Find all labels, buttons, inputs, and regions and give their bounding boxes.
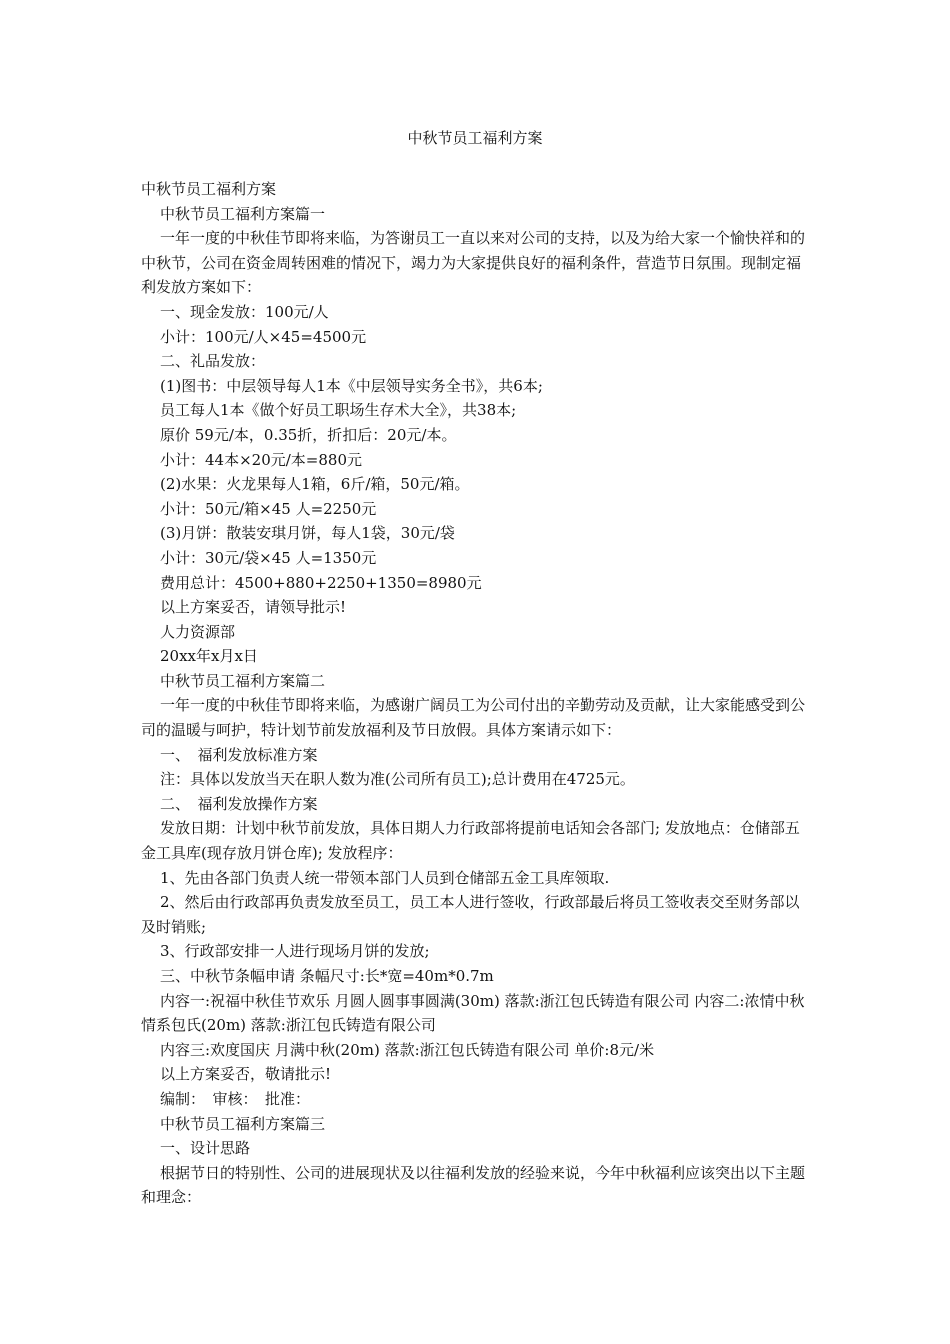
document-body [141, 177, 809, 1210]
paragraph: 人力资源部 [160, 622, 236, 641]
paragraph: 一、 福利发放标准方案 [160, 745, 318, 764]
page-title: 中秋节员工福利方案 [407, 129, 543, 147]
paragraph: (3)月饼：散装安琪月饼，每人1袋，30元/袋 [160, 524, 455, 543]
paragraph: 1、先由各部门负责人统一带领本部门人员到仓储部五金工具库领取. [160, 868, 610, 887]
paragraph: 内容三:欢度国庆 月满中秋(20m) 落款:浙江包氏铸造有限公司 单价:8元/米 [160, 1040, 655, 1059]
paragraph: 注：具体以发放当天在职人数为准(公司所有员工);总计费用在4725元。 [160, 770, 635, 789]
paragraph: (2)水果：火龙果每人1箱，6斤/箱，50元/箱。 [160, 475, 470, 494]
paragraph: 中秋节员工福利方案篇三 [160, 1114, 326, 1133]
paragraph: 小计：50元/箱×45 人=2250元 [160, 499, 377, 518]
paragraph: 一、现金发放：100元/人 [160, 302, 329, 321]
paragraph: 小计：100元/人×45=4500元 [160, 327, 367, 346]
paragraph: 以上方案妥否，请领导批示! [160, 598, 347, 617]
paragraph: 小计：30元/袋×45 人=1350元 [160, 548, 377, 567]
paragraph: 三、中秋节条幅申请 条幅尺寸:长*宽=40m*0.7m [160, 967, 494, 985]
paragraph: 编制： 审核： 批准： [160, 1089, 311, 1108]
paragraph: 中秋节员工福利方案篇一 [160, 204, 326, 223]
paragraph: 3、行政部安排一人进行现场月饼的发放; [160, 942, 430, 961]
paragraph: 中秋节员工福利方案篇二 [160, 671, 326, 690]
paragraph: 中秋节员工福利方案 [141, 180, 277, 198]
paragraph: 根据节日的特别性、公司的进展现状及以往福利发放的经验来说，今年中秋福利应该突出以下主题和理念： [141, 1163, 806, 1207]
paragraph: 二、礼品发放： [160, 352, 266, 371]
paragraph: 一、设计思路 [160, 1139, 251, 1158]
paragraph: 原价 59元/本，0.35折，折扣后：20元/本。 [160, 425, 457, 444]
paragraph: 发放日期：计划中秋节前发放，具体日期人力行政部将提前电话知会各部门; 发放地点：仓储部五金工具库(现存放月饼仓库); 发放程序： [141, 819, 800, 863]
paragraph: 一年一度的中秋佳节即将来临，为感谢广阔员工为公司付出的辛勤劳动及贡献，让大家能感受到公司的温暖与呵护，特计划节前发放福利及节日放假。具体方案请示如下： [141, 696, 806, 740]
paragraph: 内容一:祝福中秋佳节欢乐 月圆人圆事事圆满(30m) 落款:浙江包氏铸造有限公司 内容二:浓情中秋 情系包氏(20m) 落款:浙江包氏铸造有限公司 [141, 991, 805, 1035]
paragraph: 2、然后由行政部再负责发放至员工，员工本人进行签收，行政部最后将员工签收表交至财务部以及时销账; [141, 893, 800, 936]
paragraph: (1)图书：中层领导每人1本《中层领导实务全书》，共6本; [160, 376, 543, 395]
paragraph: 员工每人1本《做个好员工职场生存术大全》，共38本; [160, 401, 517, 420]
paragraph: 以上方案妥否，敬请批示! [160, 1065, 332, 1084]
paragraph: 20xx年x月x日 [160, 647, 258, 666]
paragraph: 二、 福利发放操作方案 [160, 794, 318, 813]
paragraph: 一年一度的中秋佳节即将来临，为答谢员工一直以来对公司的支持，以及为给大家一个愉快祥和的中秋节，公司在资金周转困难的情况下，竭力为大家提供良好的福利条件，营造节日氛围。现制定福利发放方案如下： [141, 229, 806, 297]
paragraph: 小计：44本×20元/本=880元 [160, 450, 362, 469]
paragraph: 费用总计：4500+880+2250+1350=8980元 [160, 573, 482, 592]
